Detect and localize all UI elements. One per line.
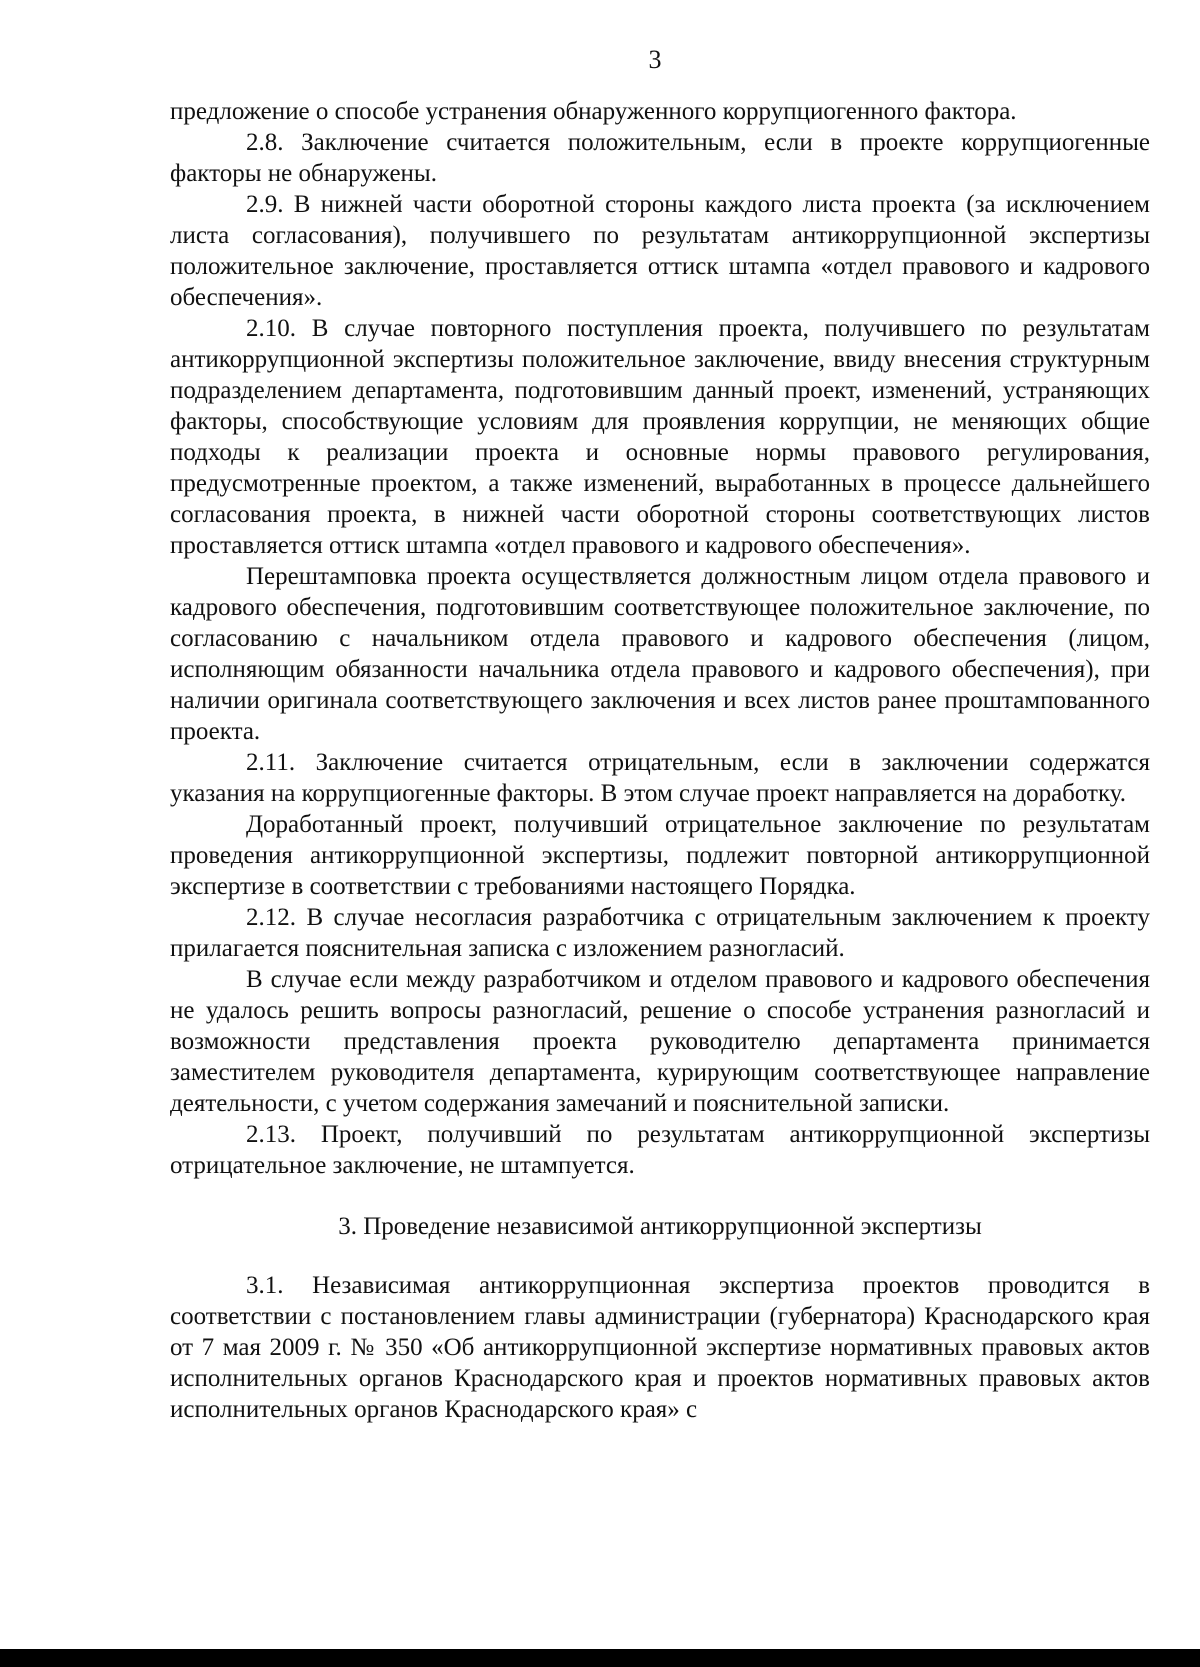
- paragraph-2-10: 2.10. В случае повторного поступления проекта, получившего по результатам антикоррупционной экспертизы положительное заключение, ввиду внесения структурным подразделением департамента, подготовившим данный проект, изменений, устраняющих факторы, способствующие условиям для проявления коррупции, не меняющих общие подходы к реализации проекта и основные нормы правового регулирования, предусмотренные проектом, а также изменений, выработанных в процессе дальнейшего согласования проекта, в нижней части оборотной стороны соответствующих листов проставляется оттиск штампа «отдел правового и кадрового обеспечения».: [170, 315, 1150, 559]
- paragraph-disagreement: В случае если между разработчиком и отделом правового и кадрового обеспечения не удалось решить вопросы разногласий, решение о способе устранения разногласий и возможности представления проекта руководителю департамента принимается заместителем руководителя департамента, курирующим соответствующее направление деятельности, с учетом содержания замечаний и пояснительной записки.: [170, 966, 1150, 1117]
- scan-bottom-edge: [0, 1649, 1200, 1667]
- paragraph-revised-project: Доработанный проект, получивший отрицательное заключение по результатам проведения антикоррупционной экспертизы, подлежит повторной антикоррупционной экспертизе в соответствии с требованиями настоящего Порядка.: [170, 811, 1150, 900]
- paragraph-2-8: 2.8. Заключение считается положительным, если в проекте коррупциогенные факторы не обнаружены.: [170, 129, 1150, 187]
- paragraph-2-12: 2.12. В случае несогласия разработчика с отрицательным заключением к проекту прилагается пояснительная записка с изложением разногласий.: [170, 904, 1150, 962]
- paragraph-2-9: 2.9. В нижней части оборотной стороны каждого листа проекта (за исключением листа согласования), получившего по результатам антикоррупционной экспертизы положительное заключение, проставляется оттиск штампа «отдел правового и кадрового обеспечения».: [170, 191, 1150, 311]
- paragraph-3-1: 3.1. Независимая антикоррупционная экспертиза проектов проводится в соответствии с постановлением главы администрации (губернатора) Краснодарского края от 7 мая 2009 г. № 350 «Об антикоррупционной экспертизе нормативных правовых актов исполнительных органов Краснодарского края и проектов нормативных правовых актов исполнительных органов Краснодарского края» с: [170, 1272, 1150, 1423]
- document-body: [170, 96, 1150, 1425]
- page-number: 3: [648, 45, 662, 74]
- paragraph-restamping: Перештамповка проекта осуществляется должностным лицом отдела правового и кадрового обеспечения, подготовившим соответствующее положительное заключение, по согласованию с начальником отдела правового и кадрового обеспечения (лицом, исполняющим обязанности начальника отдела правового и кадрового обеспечения), при наличии оригинала соответствующего заключения и всех листов ранее проштампованного проекта.: [170, 563, 1150, 745]
- paragraph-2-13: 2.13. Проект, получивший по результатам антикоррупционной экспертизы отрицательное заключение, не штампуется.: [170, 1121, 1150, 1179]
- paragraph-2-11: 2.11. Заключение считается отрицательным, если в заключении содержатся указания на коррупциогенные факторы. В этом случае проект направляется на доработку.: [170, 749, 1150, 807]
- section-3-heading: 3. Проведение независимой антикоррупционной экспертизы: [338, 1213, 982, 1240]
- paragraph-continuation: предложение о способе устранения обнаруженного коррупциогенного фактора.: [170, 98, 1017, 125]
